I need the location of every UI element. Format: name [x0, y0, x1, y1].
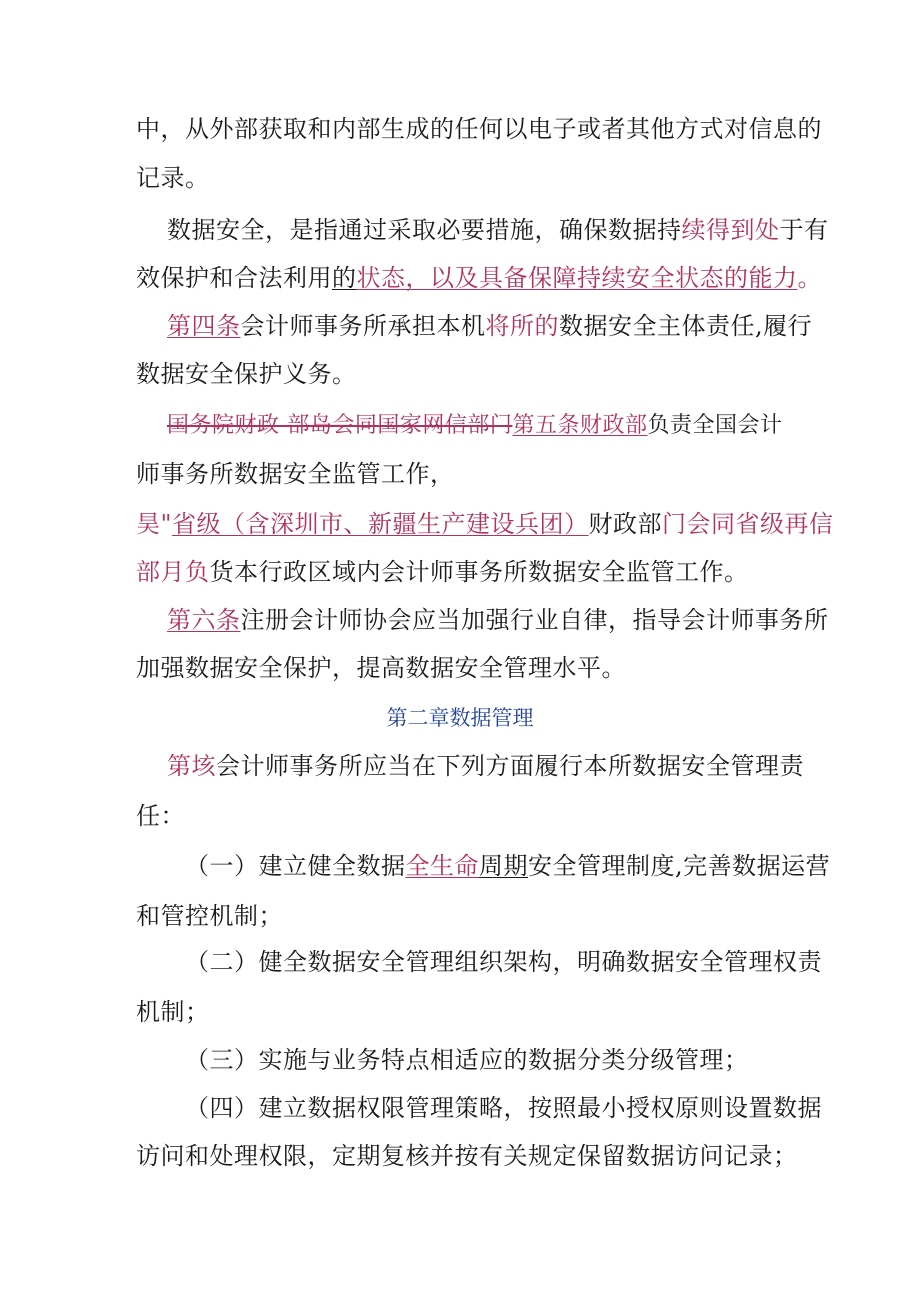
- text-run: 第六条: [167, 606, 241, 634]
- text-run: 访问和处理权限，定期复核并按有关规定保留数据访问记录；: [136, 1142, 798, 1170]
- text-run: 门会同省级再信: [662, 510, 834, 538]
- text-run: 数据安全保护义务。: [136, 360, 357, 388]
- text-run: 会计师事务所应当在下列方面履行本所数据安全管理责: [216, 752, 804, 780]
- paragraph-line: [136, 996, 210, 1028]
- list-item-3: [185, 1044, 749, 1076]
- text-run: 机制；: [136, 998, 210, 1026]
- text-run: 周期: [479, 852, 528, 880]
- text-run: 第五条财政部: [512, 413, 648, 438]
- text-run: 全生命: [405, 852, 479, 880]
- text-run: （三）实施与业务特点相适应的数据分类分级管理；: [185, 1046, 749, 1074]
- text-run: 数据安全主体责任,履行: [559, 312, 813, 340]
- text-run: 效保护和合法利用: [136, 264, 332, 292]
- chapter-heading: [0, 702, 920, 734]
- text-run: 加强数据安全保护，提高数据安全管理水平。: [136, 654, 626, 682]
- list-item-1: [185, 850, 830, 882]
- paragraph-line: [136, 800, 185, 832]
- article-4-line: [167, 310, 812, 342]
- text-run: 于有: [779, 216, 829, 244]
- text-run: 货本行政区域内会计师事务所数据安全监管工作。: [209, 558, 749, 586]
- paragraph-line: [136, 900, 283, 932]
- article-5-line: [167, 410, 782, 442]
- text-run: （一）建立健全数据: [185, 852, 406, 880]
- text-run: 注册会计师协会应当加强行业自律，指导会计师事务所: [240, 606, 829, 634]
- text-run: 会计师事务所承担本机: [240, 312, 486, 340]
- article-6-line: [167, 604, 829, 636]
- text-run: （四）建立数据权限管理策略，按照最小授权原则设置数据: [185, 1094, 822, 1122]
- paragraph-line: [136, 262, 822, 294]
- text-run: 第二章数据管理: [386, 706, 534, 730]
- text-run: 财政部: [588, 510, 663, 538]
- paragraph-line: [136, 556, 749, 588]
- text-run: 师事务所数据安全监管工作，: [136, 460, 455, 488]
- paragraph-line: [136, 458, 455, 490]
- text-run: 状态，以及具备保障持续安全状态的能力: [356, 264, 798, 292]
- paragraph-line: [136, 1140, 798, 1172]
- list-item-4: [185, 1092, 822, 1124]
- text-run: 第四条: [167, 312, 241, 340]
- text-run: 。: [797, 264, 822, 292]
- text-run: 中，从外部获取和内部生成的任何以电子或者其他方式对信息的: [136, 115, 822, 143]
- article-7-line: [167, 750, 804, 782]
- text-run: 省级（含深圳市、新疆生产建设兵团）: [172, 510, 589, 538]
- text-run: （二）健全数据安全管理组织架构，明确数据安全管理权责: [185, 948, 822, 976]
- paragraph-line: [136, 508, 834, 540]
- text-run: 和管控机制；: [136, 902, 283, 930]
- paragraph-line: [136, 652, 626, 684]
- text-run: 昊": [136, 510, 173, 538]
- text-run: 将所的: [485, 312, 559, 340]
- text-run: 负责全国会计: [647, 413, 783, 438]
- text-run: 的: [332, 264, 357, 292]
- paragraph-line: [167, 214, 829, 246]
- text-run: 记录。: [136, 164, 210, 192]
- text-run: 第垓: [167, 752, 216, 780]
- text-run: 任：: [136, 802, 185, 830]
- text-run: 数据安全，是指通过采取必要措施，确保数据持: [167, 216, 682, 244]
- paragraph-line: [136, 162, 210, 194]
- paragraph-line: [136, 113, 822, 145]
- text-run: 续得到处: [681, 216, 780, 244]
- text-run: 安全管理制度,完善数据运营: [528, 852, 831, 880]
- text-run: 部月负: [136, 558, 210, 586]
- text-run: 国务院财政-部岛会同国家网信部门: [167, 413, 513, 438]
- paragraph-line: [136, 358, 357, 390]
- list-item-2: [185, 946, 822, 978]
